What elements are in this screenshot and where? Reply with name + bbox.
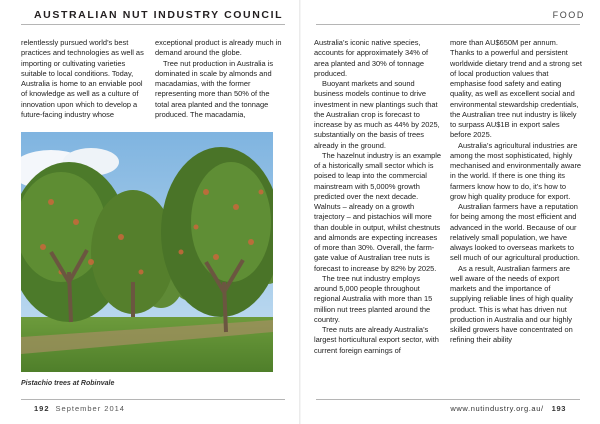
paragraph: As a result, Australian farmers are well aware of the needs of export markets and the importance of supplying reliable lines of high quality product. This is what has driven nut production in Australia and our highly skilled growers have concentrated on refining their ability bbox=[450, 263, 573, 345]
paragraph: Australia’s agricultural industries are among the most sophisticated, highly mechanised and environmentally aware in the world. If there is one thing its farmers know how to do, it’s how to grow high quality produce for export. bbox=[450, 140, 582, 201]
paragraph: The hazelnut industry is an example of a historically small sector which is poised to leap into the commercial mainstream with 5,000% growth predicted over the next decade. Walnuts – already on a growth trajectory – and pistachios will more than double in output, whilst chestnuts and almonds are expecting increases of more than 30%. Overall, the farm-gate value of Australian tree nuts is forecast to increase by 82% by 2025. bbox=[314, 150, 442, 273]
issue-date: September 2014 bbox=[55, 404, 125, 413]
pistachio-orchard-photo bbox=[21, 132, 273, 372]
right-footer bbox=[450, 404, 566, 413]
paragraph: more than AU$650M per annum. Thanks to a powerful and persistent worldwide dietary trend and a strong set of local production values that emphasise food safety and eating quality, as well as excellent social and environmental stewardship credentials, the Australian tree nut industry is likely to surpass AU$1B in export sales before 2025. bbox=[450, 38, 582, 140]
text-column-1 bbox=[21, 38, 147, 120]
paragraph: Tree nuts are already Australia’s largest horticultural export sector, with current foreign earnings of bbox=[314, 325, 439, 355]
paragraph: Tree nut production in Australia is dominated in scale by almonds and macadamias, with the former representing more than 50% of the total area planted and the tonnage produced. The macadamia, bbox=[155, 58, 274, 119]
paragraph: Buoyant markets and sound business models continue to drive investment in new plantings such that the Australian crop is forecast to increase by as much as 44% by 2025, substantially on the basis of trees already in the ground. bbox=[314, 79, 440, 150]
page-gutter bbox=[299, 0, 301, 424]
text-column-4 bbox=[450, 38, 582, 346]
paragraph: Australia’s iconic native species, accounts for approximately 34% of area planted and 30% of tonnage produced. bbox=[314, 38, 429, 78]
paragraph: exceptional product is already much in demand around the globe. bbox=[155, 38, 282, 58]
text-column-3 bbox=[314, 38, 442, 356]
left-footer bbox=[34, 404, 125, 413]
section-label: FOOD bbox=[552, 10, 585, 20]
right-header-rule bbox=[316, 24, 580, 25]
left-header-rule bbox=[21, 24, 285, 25]
photo-caption: Pistachio trees at Robinvale bbox=[21, 380, 115, 387]
paragraph: The tree nut industry employs around 5,000 people throughout regional Australia with more than 15 million nut trees planted around the country. bbox=[314, 273, 433, 324]
right-footer-rule bbox=[316, 399, 580, 400]
left-footer-rule bbox=[21, 399, 285, 400]
right-page-number: 193 bbox=[551, 404, 566, 413]
website-link[interactable]: www.nutindustry.org.au/ bbox=[450, 404, 544, 413]
paragraph: relentlessly pursued world’s best practices and technologies as well as importing or cultivating varieties suitable to local conditions. Today, Australia is home to an enviable pool of knowledge as well as a culture of innovation upon which to develop a future-facing industry whose bbox=[21, 38, 144, 119]
text-column-2 bbox=[155, 38, 282, 120]
left-page-number: 192 bbox=[34, 404, 50, 413]
paragraph: Australian farmers have a reputation for being among the most efficient and advanced in the world. Because of our relatively small population, we have always looked to overseas markets to sell much of our agricultural production. bbox=[450, 202, 580, 263]
publication-title: AUSTRALIAN NUT INDUSTRY COUNCIL bbox=[34, 9, 284, 21]
